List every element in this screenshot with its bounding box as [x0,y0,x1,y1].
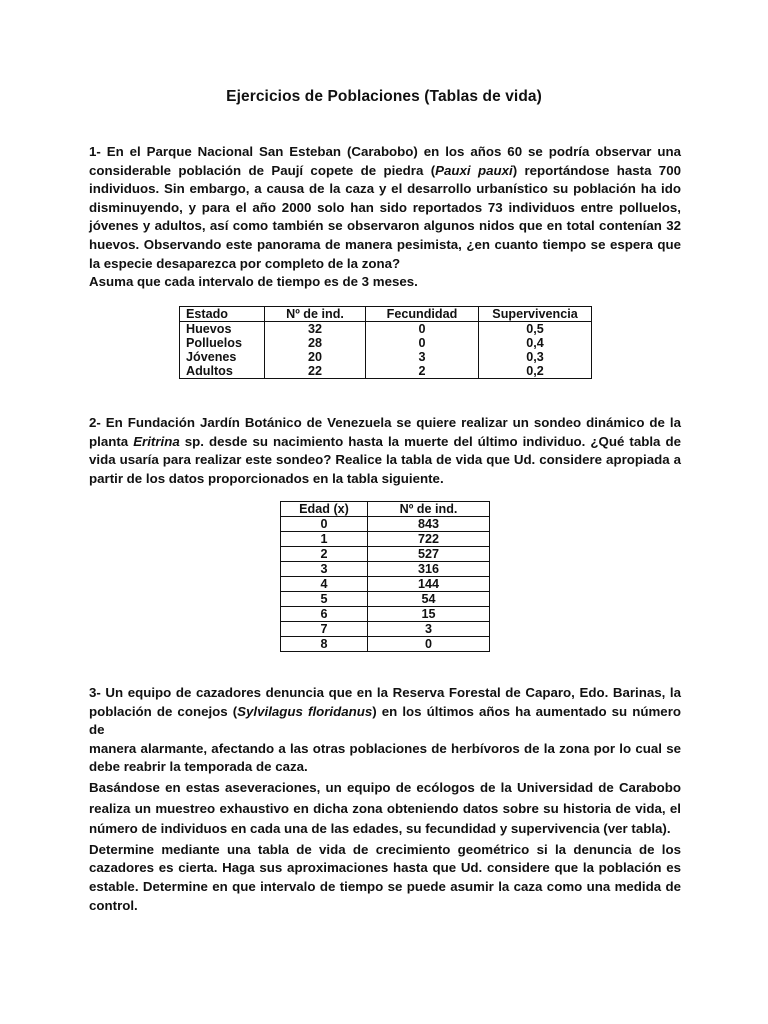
text-line: disminuyendo, y para el año 2000 solo han sido reportados 73 individuos entre polluelos, [89,199,681,215]
table-cell: 8 [281,637,368,652]
age-table [280,501,490,652]
exercise-1-text [89,143,681,292]
table-row [281,532,490,547]
table-cell: 527 [368,547,490,562]
table-cell: 28 [265,336,366,350]
table-row [180,364,592,379]
table-cell: 3 [366,350,479,364]
table-cell: 32 [265,322,366,337]
table-cell: 5 [281,592,368,607]
table-cell: 843 [368,517,490,532]
table-cell: 2 [281,547,368,562]
table-cell: 0 [368,637,490,652]
exercise-3-text [89,684,681,915]
table-cell: Polluelos [180,336,265,350]
header-cell: Nº de ind. [265,307,366,322]
header-cell: Edad (x) [281,502,368,517]
table-row [180,322,592,337]
text-segment: ) en los últimos años ha aumentado su número de [89,703,681,738]
table-row [281,577,490,592]
table-cell: 0 [366,322,479,337]
table-cell: 6 [281,607,368,622]
text-line: vida usaría para realizar este sondeo? Realice la tabla de vida que Ud. considere apropiada a [89,452,681,468]
table-cell: Jóvenes [180,350,265,364]
text-segment: considerable población de Paují copete de piedra ( [89,162,436,178]
table-cell: 1 [281,532,368,547]
table-cell: 316 [368,562,490,577]
text-line: Asuma que cada intervalo de tiempo es de 3 meses. [89,274,418,290]
table-cell: Huevos [180,322,265,337]
table-cell: 3 [281,562,368,577]
table-cell: 0,2 [479,364,592,379]
text-line: estable. Determine en que intervalo de tiempo se puede asumir la caza como una medida de [89,878,681,894]
text-line: manera alarmante, afectando a las otras poblaciones de herbívoros de la zona por lo cual se [89,740,681,756]
table-cell: 15 [368,607,490,622]
population-table [179,306,592,379]
header-cell: Supervivencia [479,307,592,322]
table-cell: 22 [265,364,366,379]
text-line: huevos. Observando este panorama de manera pesimista, ¿en cuanto tiempo se espera que [89,236,681,252]
exercise-2-text [89,414,681,488]
table-row [180,350,592,364]
text-line [89,433,681,452]
text-line: número de individuos en cada una de las edades, su fecundidad y supervivencia (ver tabla). [89,821,671,837]
text-line: cazadores es cierta. Haga sus aproximaciones hasta que Ud. considere que la población es [89,860,681,876]
species-name: Pauxi pauxi [435,162,513,178]
text-line: 1- En el Parque Nacional San Esteban (Carabobo) en los años 60 se podría observar una [89,144,681,159]
table-row [281,637,490,652]
table-row [281,607,490,622]
header-cell: Estado [180,307,265,322]
page-title: Ejercicios de Poblaciones (Tablas de vida) [226,88,542,105]
table-cell: 0,3 [479,350,592,364]
header-cell: Fecundidad [366,307,479,322]
text-segment: sp. desde su nacimiento hasta la muerte del último individuo. ¿Qué tabla de [179,433,681,449]
table-cell: 54 [368,592,490,607]
text-line: 3- Un equipo de cazadores denuncia que en la Reserva Forestal de Caparo, Edo. Barinas, la [89,685,681,700]
species-name: Eritrina [133,433,180,449]
table-row [281,562,490,577]
table-row [180,336,592,350]
header-cell: Nº de ind. [368,502,490,517]
text-segment: planta [89,433,134,449]
text-segment: ) reportándose hasta 700 [512,162,681,178]
text-line: control. [89,897,138,913]
text-line: realiza un muestreo exhaustivo en dicha zona obteniendo datos sobre su historia de vida, el [89,800,681,816]
text-line: jóvenes y adultos, así como también se observaron algunos nidos que en total contenían 32 [89,218,681,234]
table-cell: 144 [368,577,490,592]
table-cell: 0 [366,336,479,350]
table-cell: 20 [265,350,366,364]
text-line: debe reabrir la temporada de caza. [89,759,308,775]
text-line: individuos. Sin embargo, a causa de la caza y el desarrollo urbanístico su población ha ido [89,181,681,197]
table-cell: 0,4 [479,336,592,350]
table-row [281,622,490,637]
table-cell: 4 [281,577,368,592]
text-line: Determine mediante una tabla de vida de crecimiento geométrico si la denuncia de los [89,841,681,857]
text-line: la especie desaparezca por completo de la zona? [89,255,401,271]
table-cell: 0 [281,517,368,532]
table-cell: 2 [366,364,479,379]
table-cell: 0,5 [479,322,592,337]
text-line [89,703,681,740]
text-segment: población de conejos ( [89,703,238,719]
text-line [89,162,681,181]
table-cell: 722 [368,532,490,547]
table-cell: 7 [281,622,368,637]
table-cell: Adultos [180,364,265,379]
table-row [281,517,490,532]
text-line: partir de los datos proporcionados en la tabla siguiente. [89,470,444,486]
table-row [281,547,490,562]
text-line: Basándose en estas aseveraciones, un equipo de ecólogos de la Universidad de Carabobo [89,779,681,795]
text-line: 2- En Fundación Jardín Botánico de Venezuela se quiere realizar un sondeo dinámico de la [89,415,681,430]
table-cell: 3 [368,622,490,637]
table-row [281,592,490,607]
species-name: Sylvilagus floridanus [237,703,373,719]
